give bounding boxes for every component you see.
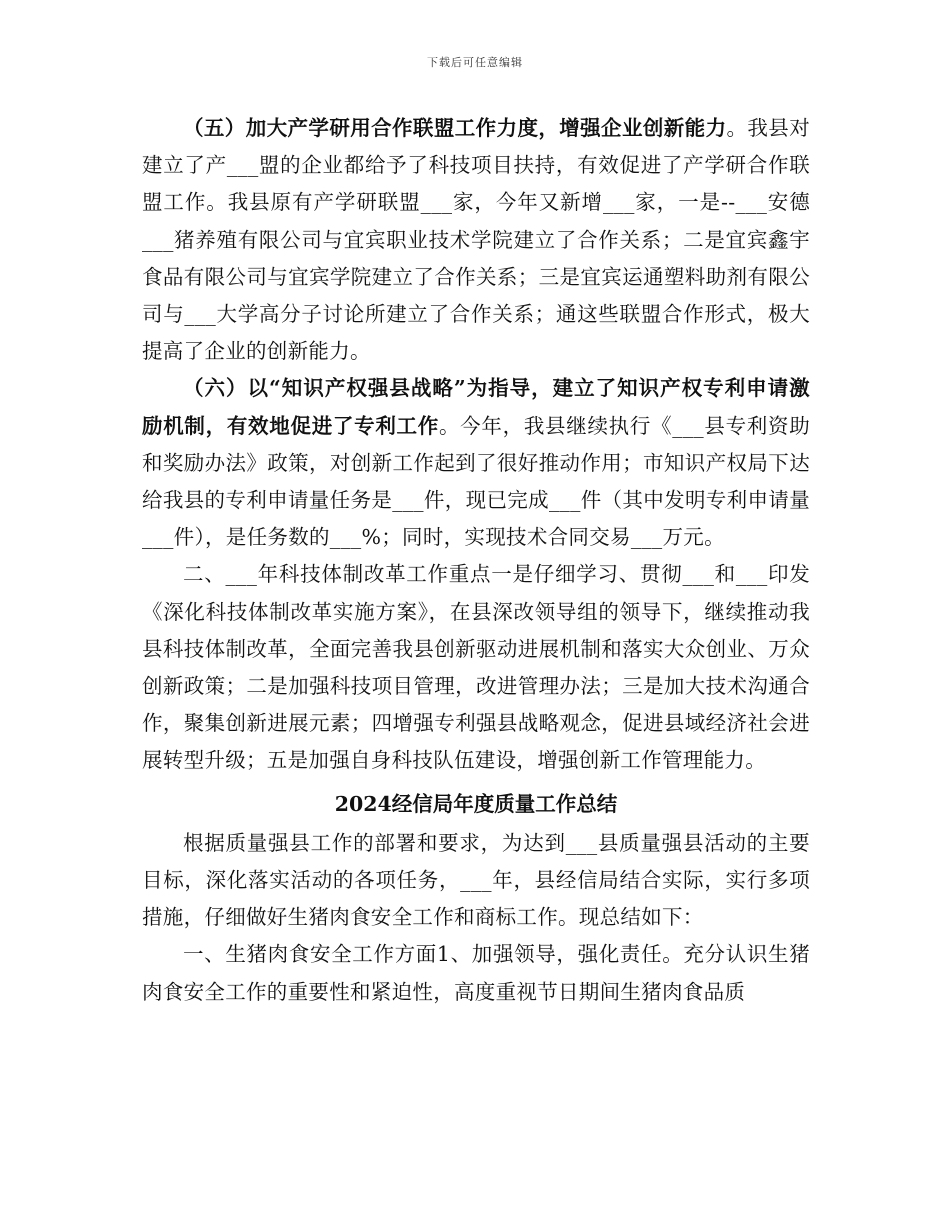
- paragraph-intro: [142, 825, 810, 937]
- paragraph-heading: （六）以“知识产权强县战略”为指导，建立了知识产权专利申请激励机制，有效地促进了专利工作: [142, 376, 810, 438]
- document-body: [142, 110, 810, 1011]
- paragraph-text: 二、___年科技体制改革工作重点一是仔细学习、贯彻___和___印发《深化科技体制改革实施方案》，在县深改领导组的领导下，继续推动我县科技体制改革，全面完善我县创新驱动进展机制和落实大众创业、万众创新政策；二是加强科技项目管理，改进管理办法；三是加大技术沟通合作，聚集创新进展元素；四增强专利强县战略观念，促进县域经济社会进展转型升级；五是加强自身科技队伍建设，增强创新工作管理能力。: [142, 562, 810, 773]
- paragraph-text: 。我县对建立了产___盟的企业都给予了科技项目扶持，有效促进了产学研合作联盟工作。我县原有产学研联盟___家，今年又新增___家，一是--___安德___猪养殖有限公司与宜宾职业技术学院建立了合作关系；二是宜宾鑫宇食品有限公司与宜宾学院建立了合作关系；三是宜宾运通塑料助剂有限公司与___大学高分子讨论所建立了合作关系；通这些联盟合作形式，极大提高了企业的创新能力。: [142, 116, 810, 364]
- paragraph-five: [142, 110, 810, 370]
- paragraph-reform-focus: [142, 556, 810, 779]
- paragraph-heading: （五）加大产学研用合作联盟工作力度，增强企业创新能力: [183, 116, 727, 140]
- paragraph-text: 根据质量强县工作的部署和要求，为达到___县质量强县活动的主要目标，深化落实活动的各项任务，___年，县经信局结合实际，实行多项措施，仔细做好生猪肉食安全工作和商标工作。现总结如下：: [142, 830, 810, 930]
- paragraph-six: [142, 370, 810, 556]
- paragraph-pork-safety: [142, 936, 810, 1010]
- section-title: 2024经信局年度质量工作总结: [334, 791, 618, 816]
- paragraph-text: 。今年，我县继续执行《___县专利资助和奖励办法》政策，对创新工作起到了很好推动作用；市知识产权局下达给我县的专利申请量任务是___件，现已完成___件（其中发明专利申请量___件），是任务数的___%；同时，实现技术合同交易___万元。: [142, 413, 811, 550]
- paragraph-text: 一、生猪肉食安全工作方面1、加强领导，强化责任。充分认识生猪肉食安全工作的重要性和紧迫性，高度重视节日期间生猪肉食品质: [142, 942, 810, 1004]
- page-header: 下载后可任意编辑: [427, 56, 523, 69]
